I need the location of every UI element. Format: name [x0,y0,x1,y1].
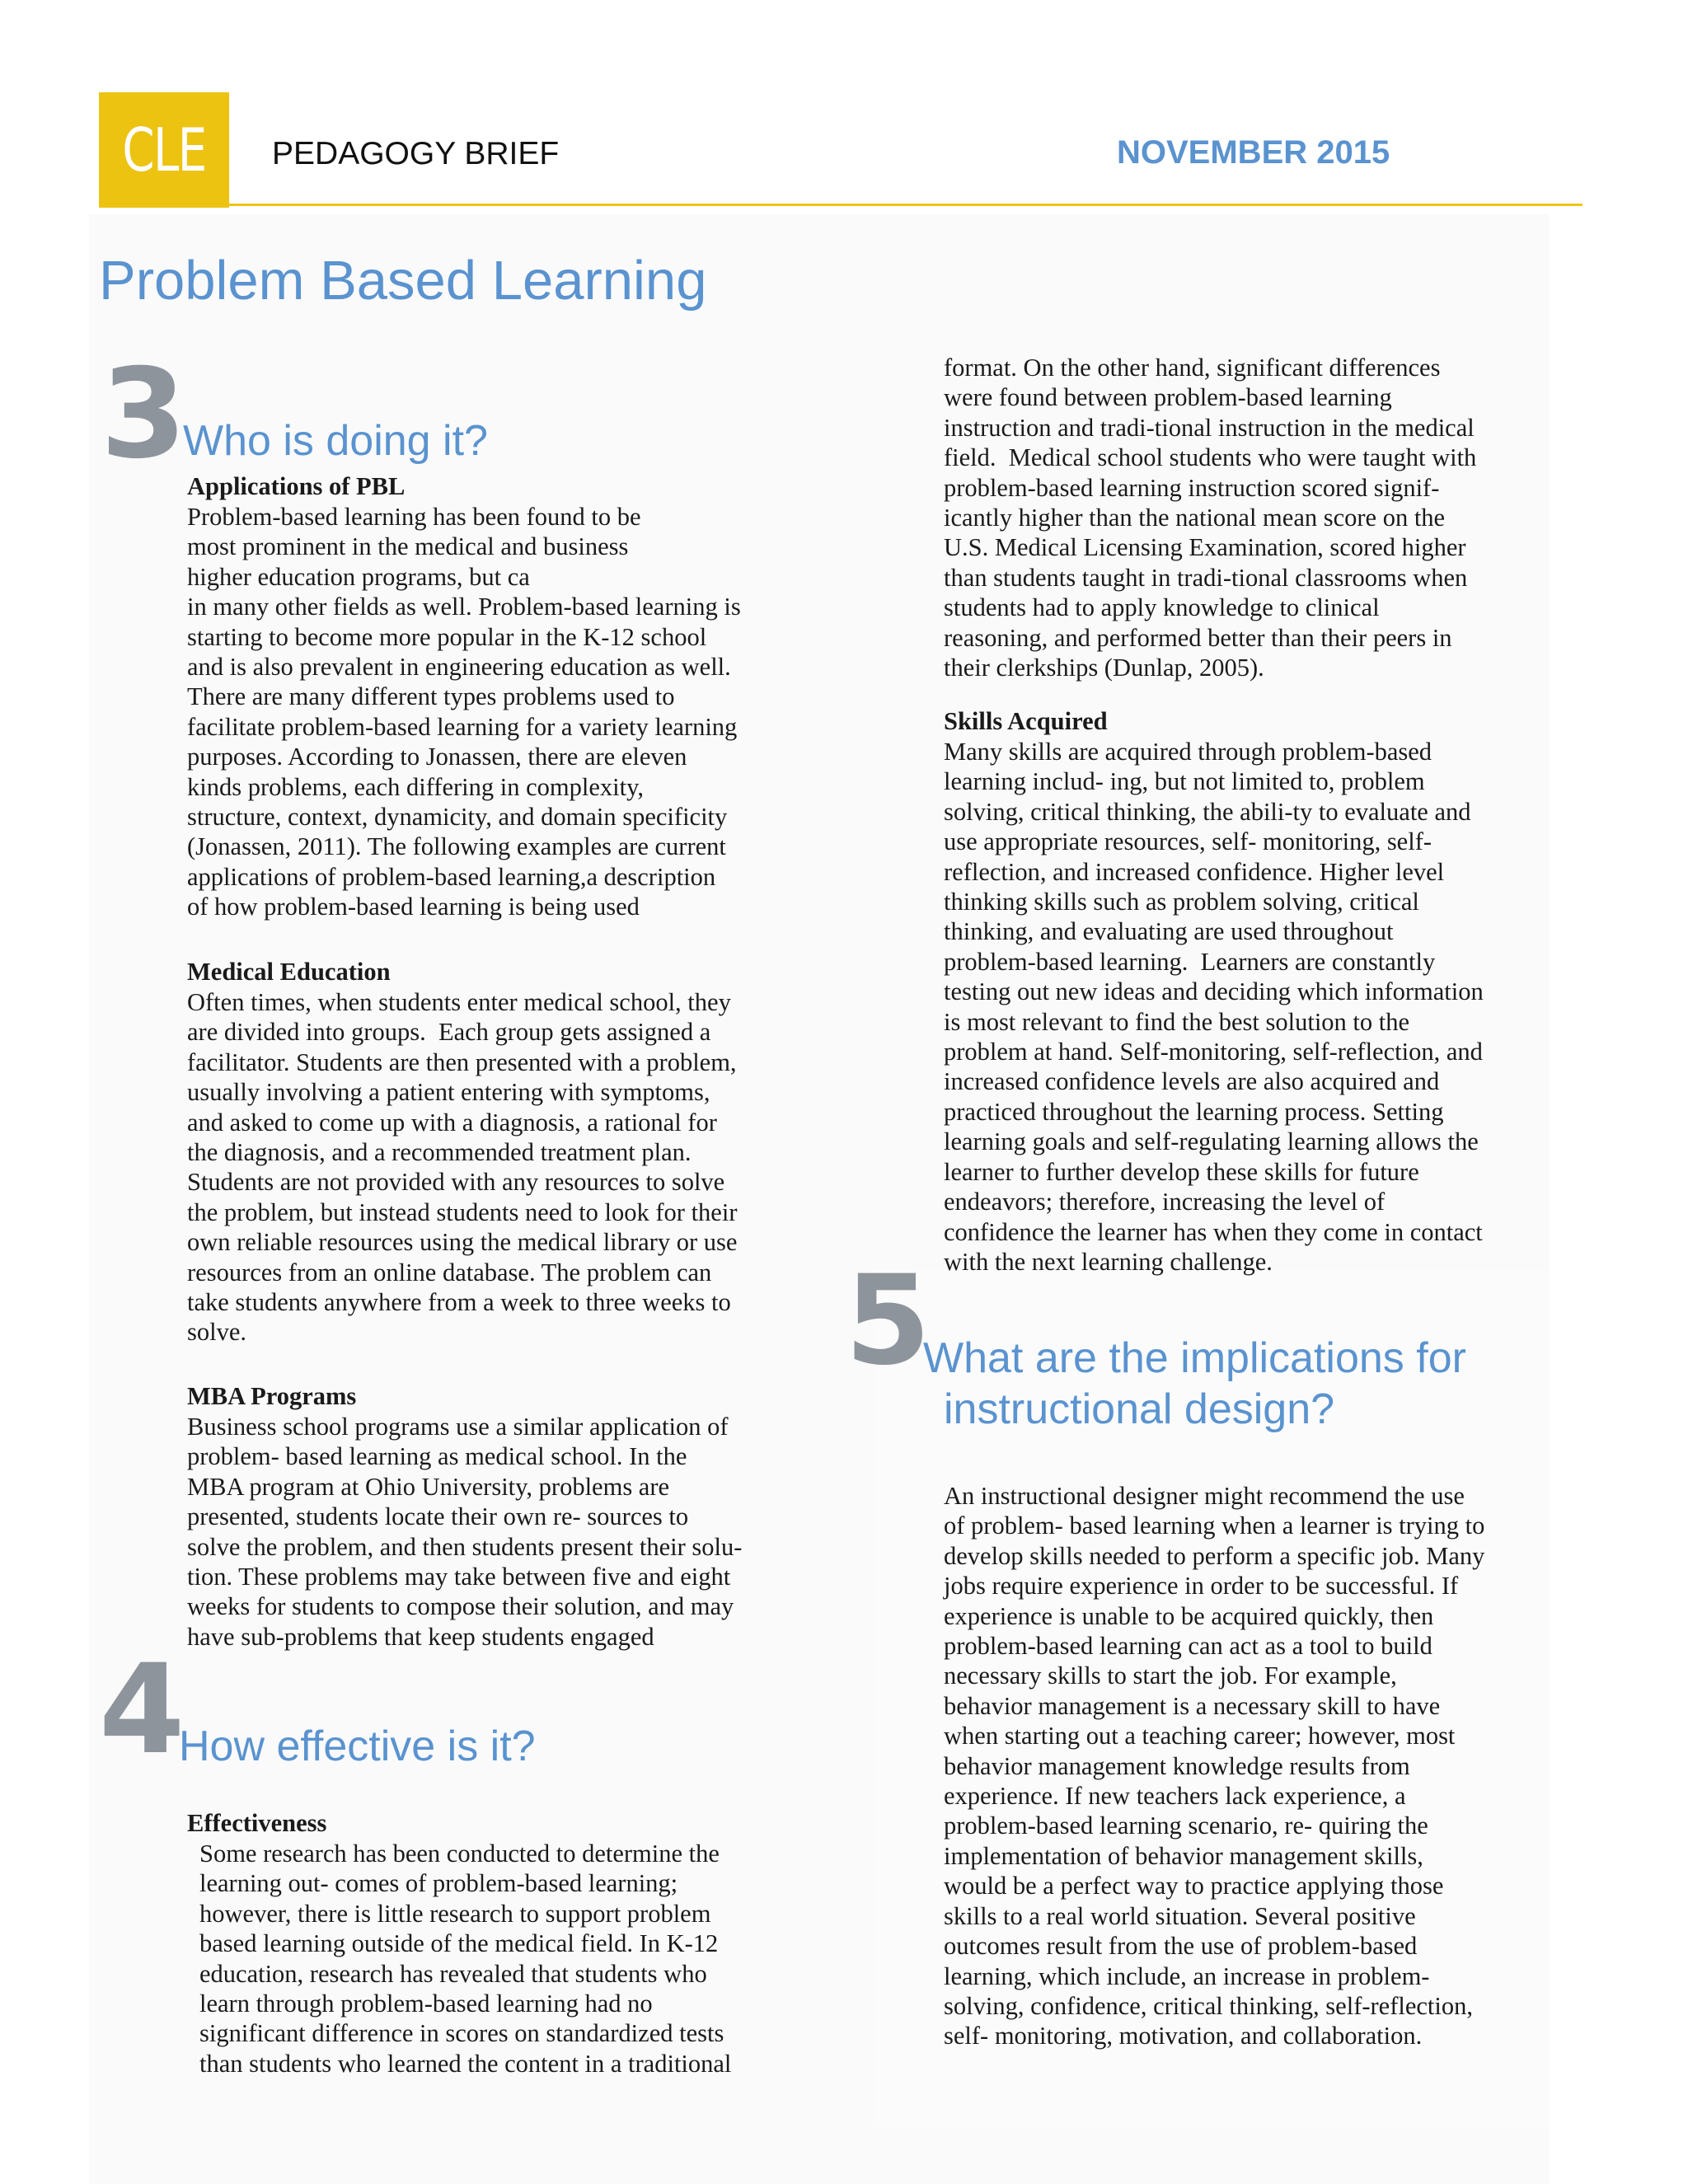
header-divider [99,204,1582,206]
section-heading-who: Who is doing it? [183,417,488,465]
applications-paragraph: Problem-based learning has been found to be most prominent in the medical and business higher education programs, but ca in many other fields as well. Problem-based learning is starting to become more popular in the K-12 school and is also prevalent in engineering education as well. There are many different types problems used to facilitate problem-based learning for a variety learning purposes. According to Jonassen, there are eleven kinds problems, each differing in complexity, structure, context, dynamicity, and domain specificity (Jonassen, 2011). The following examples are current applications of problem-based learning,a description of how problem-based learning is being used [187,503,741,921]
section-heading-implications-line1: What are the implications for [923,1334,1466,1382]
skills-paragraph: Many skills are acquired through problem-based learning includ- ing, but not limited to, problem solving, critical thinking, the abili-ty to evaluate and use appropriate resources, self- monitoring, self- reflection, and increased confidence. Higher level thinking skills such as problem solving, critical thinking, and evaluating are used throughout problem-based learning. Learners are constantly testing out new ideas and deciding which information is most relevant to find the best solution to the problem at hand. Self-monitoring, self-reflection, and increased confidence levels are also acquired and practiced throughout the learning process. Setting learning goals and self-regulating learning allows the learner to further develop these skills for future endeavors; therefore, increasing the level of confidence the learner has when they come in contact with the next learning challenge. [944,738,1484,1276]
mba-paragraph: Business school programs use a similar application of problem- based learning as medical school. In the MBA program at Ohio University, problems are presented, students locate their own re- sources to solve the problem, and then students present their solu- tion. These problems may take between five and eight weeks for students to compose their solution, and may have sub-problems that keep students engaged [187,1413,743,1651]
subheading-mba: MBA Programs [187,1382,357,1410]
section-number-3: 3 [101,343,184,486]
implications-paragraph: An instructional designer might recommend the use of problem- based learning when a learner is trying to develop skills needed to perform a specific job. Many jobs require experience in order to be successful. If experience is unable to be acquired quickly, then problem-based learning can act as a tool to build necessary skills to start the job. For example, behavior management is a necessary skill to have when starting out a teaching career; however, most behavior management knowledge results from experience. If new teachers lack experience, a problem-based learning scenario, re- quiring the implementation of behavior management skills, would be a perfect way to practice applying those skills to a real world situation. Several positive outcomes result from the use of problem-based learning, which include, an increase in problem- solving, confidence, critical thinking, self-reflection, self- monitoring, motivation, and collaboration. [944,1482,1485,2050]
subheading-effectiveness: Effectiveness [187,1809,327,1837]
section-number-4: 4 [99,1638,182,1782]
subheading-applications: Applications of PBL [187,472,406,500]
medical-paragraph: Often times, when students enter medical school, they are divided into groups. Each group gets assigned a facilitator. Students are then presented with a problem, usually involving a patient entering with symptoms, and asked to come up with a diagnosis, a rational for the diagnosis, and a recommended treatment plan. Students are not provided with any resources to solve the problem, but instead students need to look for their own reliable resources using the medical library or use resources from an online database. The problem can take students anywhere from a week to three weeks to solve. [187,988,738,1347]
page-title: Problem Based Learning [99,250,707,312]
section-heading-implications-line2: instructional design? [944,1385,1335,1433]
section-number-5: 5 [845,1249,928,1393]
effectiveness-paragraph: Some research has been conducted to determine the learning out- comes of problem-based learning; however, there is little research to support problem based learning outside of the medical field. In K-12 education, research has revealed that students who learn through problem-based learning had no significant difference in scores on standardized tests than students who learned the content in a traditional [199,1840,732,2078]
subheading-medical: Medical Education [187,958,391,986]
issue-date: NOVEMBER 2015 [1117,134,1390,171]
cle-logo [99,92,229,208]
logo-text: CLE [122,115,206,185]
brief-label: PEDAGOGY BRIEF [272,136,560,171]
effectiveness-continued-paragraph: format. On the other hand, significant differences were found between problem-based learning instruction and tradi-tional instruction in the medical field. Medical school students who were taught with problem-based learning instruction scored signif- icantly higher than the national mean score on the U.S. Medical Licensing Examination, scored higher than students taught in tradi-tional classrooms when students had to apply knowledge to clinical reasoning, and performed better than their peers in their clerkships (Dunlap, 2005). [944,354,1477,682]
section-heading-how-effective: How effective is it? [179,1722,536,1770]
subheading-skills: Skills Acquired [944,707,1108,735]
